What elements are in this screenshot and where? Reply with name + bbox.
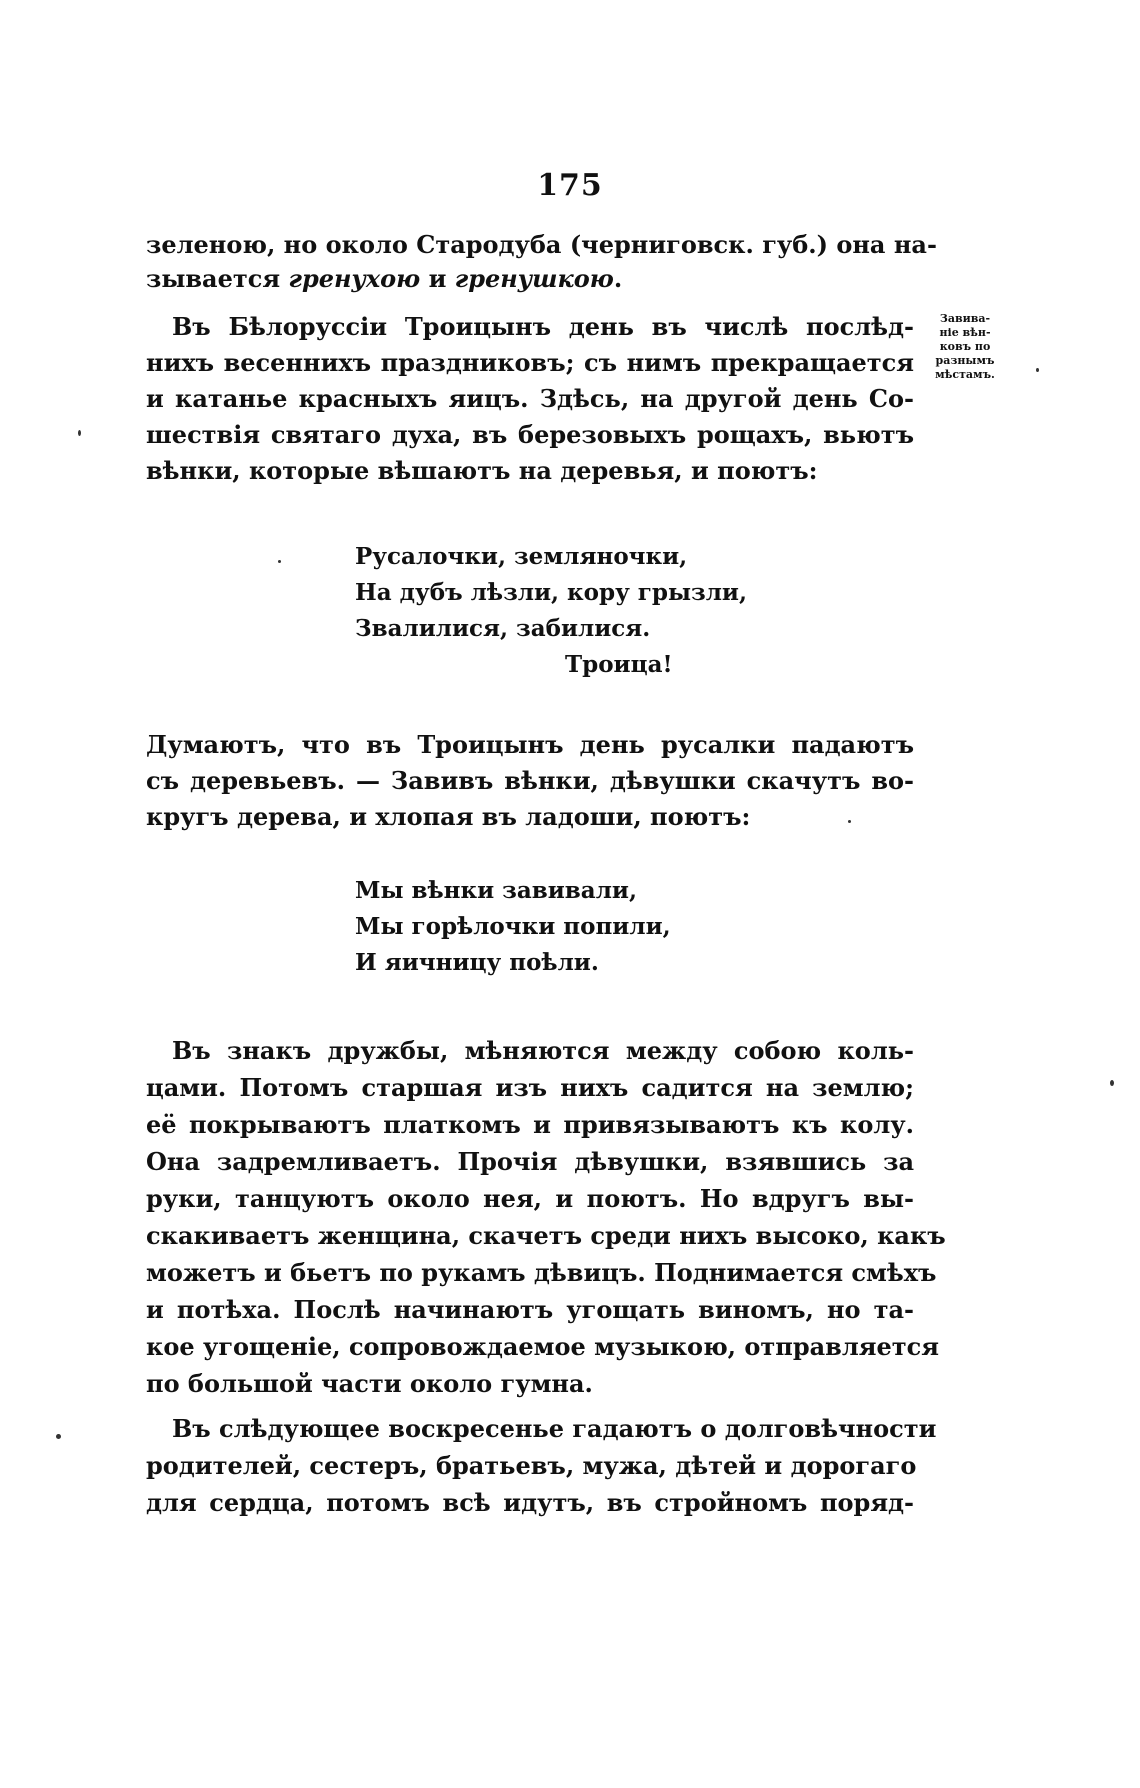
verse-2-line-2: Мы горѣлочки попили, — [355, 913, 671, 940]
italic-word-grenukha: гренухою — [288, 264, 421, 293]
verse-2-line-1: Мы вѣнки завивали, — [355, 877, 637, 904]
paragraph-5-line-1: Въ слѣдующее воскресенье гадаютъ о долговѣчности — [172, 1414, 937, 1443]
paragraph-4-line-4: Она задремливаетъ. Прочія дѣвушки, взявшись за — [146, 1147, 914, 1176]
paragraph-3-line-3: кругъ дерева, и хлопая въ ладоши, поютъ: — [146, 802, 751, 831]
paragraph-4-line-1: Въ знакъ дружбы, мѣняются между собою коль- — [172, 1036, 914, 1065]
scan-speck — [1036, 368, 1039, 372]
paragraph-2-line-2: нихъ весеннихъ праздниковъ; съ нимъ прекращается — [146, 348, 914, 377]
margin-note-line: мѣстамъ. — [935, 368, 995, 381]
paragraph-2-line-5: вѣнки, которые вѣшаютъ на деревья, и поютъ: — [146, 456, 818, 485]
margin-note-line: Завива- — [939, 312, 991, 325]
italic-word-grenushka: гренушкою — [454, 264, 614, 293]
margin-note-line: разнымъ — [935, 354, 995, 367]
margin-note-line: ніе вѣн- — [939, 326, 991, 339]
paragraph-4-line-8: и потѣха. Послѣ начинаютъ угощать виномъ, но та- — [146, 1295, 914, 1324]
margin-note — [920, 312, 1010, 382]
verse-1-line-3: Звалилися, забилися. — [355, 615, 651, 642]
page-number: 175 — [537, 168, 603, 203]
line-2-suffix: . — [613, 264, 623, 293]
verse-1-line-1: Русалочки, земляночки, — [355, 543, 688, 570]
paragraph-4-line-7: можетъ и бьетъ по рукамъ дѣвицъ. Поднимается смѣхъ — [146, 1258, 937, 1287]
paragraph-4-line-9: кое угощеніе, сопровождаемое музыкою, отправляется — [146, 1332, 939, 1361]
scan-speck — [56, 1434, 61, 1439]
paragraph-2-line-4: шествія святаго духа, въ березовыхъ рощахъ, вьютъ — [146, 420, 914, 449]
margin-note-line: ковъ по — [939, 340, 991, 353]
verse-2-line-3: И яичницу поѣли. — [355, 949, 599, 976]
line-2-mid: и — [420, 264, 455, 293]
scan-speck — [848, 820, 851, 823]
paragraph-1-line-1: зеленою, но около Стародуба (черниговск. губ.) она на- — [146, 230, 937, 259]
scan-speck — [278, 560, 281, 563]
paragraph-3-line-1: Думаютъ, что въ Троицынъ день русалки падаютъ — [146, 730, 914, 759]
verse-1-line-2: На дубъ лѣзли, кору грызли, — [355, 579, 747, 606]
paragraph-5-line-3: для сердца, потомъ всѣ идутъ, въ стройномъ поряд- — [146, 1488, 914, 1517]
paragraph-2-line-1: Въ Бѣлоруссіи Троицынъ день въ числѣ послѣд- — [172, 312, 914, 341]
paragraph-5-line-2: родителей, сестеръ, братьевъ, мужа, дѣтей и дорогаго — [146, 1451, 917, 1480]
line-2-prefix: зывается — [146, 264, 289, 293]
paragraph-1-line-2 — [146, 262, 914, 296]
paragraph-4-line-10: по большой части около гумна. — [146, 1369, 593, 1398]
paragraph-2-line-3: и катанье красныхъ яицъ. Здѣсь, на другой день Со- — [146, 384, 914, 413]
paragraph-3-line-2: съ деревьевъ. — Завивъ вѣнки, дѣвушки скачутъ во- — [146, 766, 914, 795]
paragraph-4-line-5: руки, танцуютъ около нея, и поютъ. Но вдругъ вы- — [146, 1184, 914, 1213]
scan-speck — [1110, 1080, 1114, 1086]
paragraph-4-line-3: её покрываютъ платкомъ и привязываютъ къ колу. — [146, 1110, 914, 1139]
paragraph-4-line-6: скакиваетъ женщина, скачетъ среди нихъ высоко, какъ — [146, 1221, 946, 1250]
verse-1-refrain: Троица! — [565, 651, 673, 678]
paragraph-4-line-2: цами. Потомъ старшая изъ нихъ садится на землю; — [146, 1073, 914, 1102]
scan-speck — [78, 430, 81, 436]
